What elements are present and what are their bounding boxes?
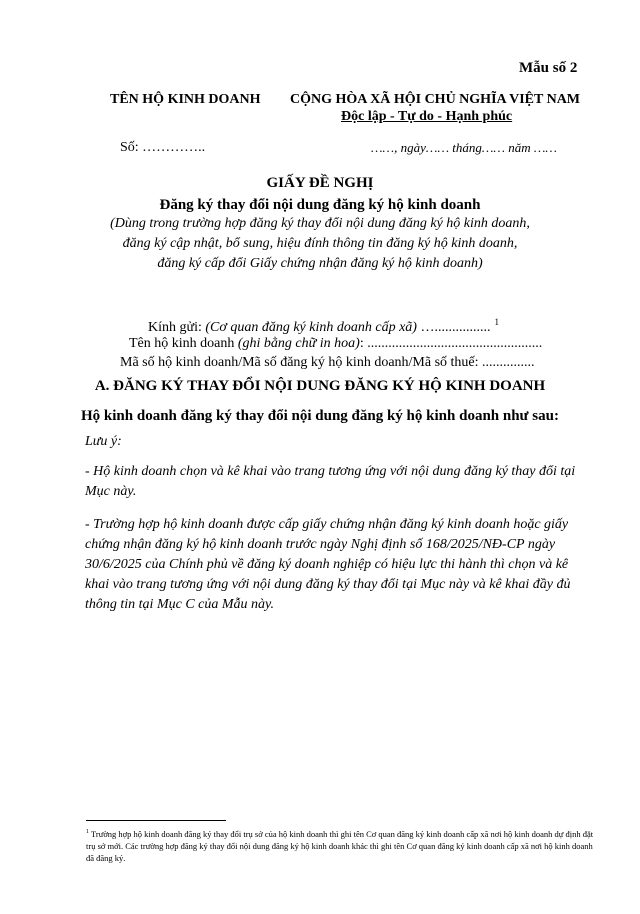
recipient-field[interactable]: …................ xyxy=(420,320,491,335)
national-motto: Độc lập - Tự do - Hạnh phúc xyxy=(341,109,513,124)
document-number: Số: ………….. xyxy=(120,140,206,155)
country-name: CỘNG HÒA XÃ HỘI CHỦ NGHĨA VIỆT NAM xyxy=(290,92,581,107)
business-name-field[interactable]: : .................................................. xyxy=(359,336,543,351)
usage-note-line: đăng ký cập nhật, bổ sung, hiệu đính thông tin đăng ký hộ kinh doanh, xyxy=(122,236,518,251)
footnote xyxy=(86,826,596,864)
section-a-title: A. ĐĂNG KÝ THAY ĐỔI NỘI DUNG ĐĂNG KÝ HỘ KINH DOANH xyxy=(94,378,546,394)
section-a-intro: Hộ kinh doanh đăng ký thay đổi nội dung đăng ký hộ kinh doanh như sau: xyxy=(80,408,559,424)
business-name-line xyxy=(129,336,542,352)
notes-block xyxy=(85,432,585,615)
document-subtitle: Đăng ký thay đổi nội dung đăng ký hộ kinh doanh xyxy=(159,197,481,213)
footnote-divider xyxy=(86,820,226,821)
date-line: ……, ngày…… tháng…… năm …… xyxy=(371,140,557,155)
document-usage-note xyxy=(0,214,640,274)
business-name-label: Tên hộ kinh doanh xyxy=(129,336,235,351)
recipient-label: Kính gửi: xyxy=(148,320,202,335)
tax-id-line[interactable]: Mã số hộ kinh doanh/Mã số đăng ký hộ kinh doanh/Mã số thuế: ............... xyxy=(120,355,535,370)
recipient-hint: (Cơ quan đăng ký kinh doanh cấp xã) xyxy=(205,320,417,335)
usage-note-line: đăng ký cấp đổi Giấy chứng nhận đăng ký hộ kinh doanh) xyxy=(157,256,483,271)
usage-note-line: (Dùng trong trường hợp đăng ký thay đổi nội dung đăng ký hộ kinh doanh, xyxy=(110,216,530,231)
document-title: GIẤY ĐỀ NGHỊ xyxy=(266,175,374,191)
footnote-marker: 1 xyxy=(86,829,89,835)
note-label: Lưu ý: xyxy=(85,434,122,449)
form-number: Mẫu số 2 xyxy=(519,60,578,76)
note-item: - Hộ kinh doanh chọn và kê khai vào trang tương ứng với nội dung đăng ký thay đổi tại Mục này. xyxy=(85,464,576,499)
business-name-heading: TÊN HỘ KINH DOANH xyxy=(110,92,261,107)
note-item: - Trường hợp hộ kinh doanh được cấp giấy chứng nhận đăng ký kinh doanh hoặc giấy chứng nhận đăng ký hộ kinh doanh trước ngày Nghị định số 168/2025/NĐ-CP ngày 30/6/2025 của Chính phủ về đăng ký doanh nghiệp có hiệu lực thi hành thì chọn và kê khai vào trang tương ứng với nội dung đăng ký thay đổi tại Mục này và kê khai đầy đủ thông tin tại Mục C của Mẫu này. xyxy=(85,517,571,612)
business-name-hint: (ghi bằng chữ in hoa) xyxy=(237,336,360,351)
recipient-line xyxy=(148,317,499,336)
footnote-text: Trường hợp hộ kinh doanh đăng ký thay đổi trụ sở của hộ kinh doanh thì ghi tên Cơ quan đăng ký kinh doanh cấp xã nơi hộ kinh doanh dự định đặt trụ sở mới. Các trường hợp đăng ký thay đổi nội dung đăng ký hộ kinh doanh khác thì ghi tên Cơ quan đăng ký kinh doanh cấp xã nơi hộ kinh doanh đã đăng ký. xyxy=(86,828,594,863)
footnote-reference: 1 xyxy=(494,317,499,327)
